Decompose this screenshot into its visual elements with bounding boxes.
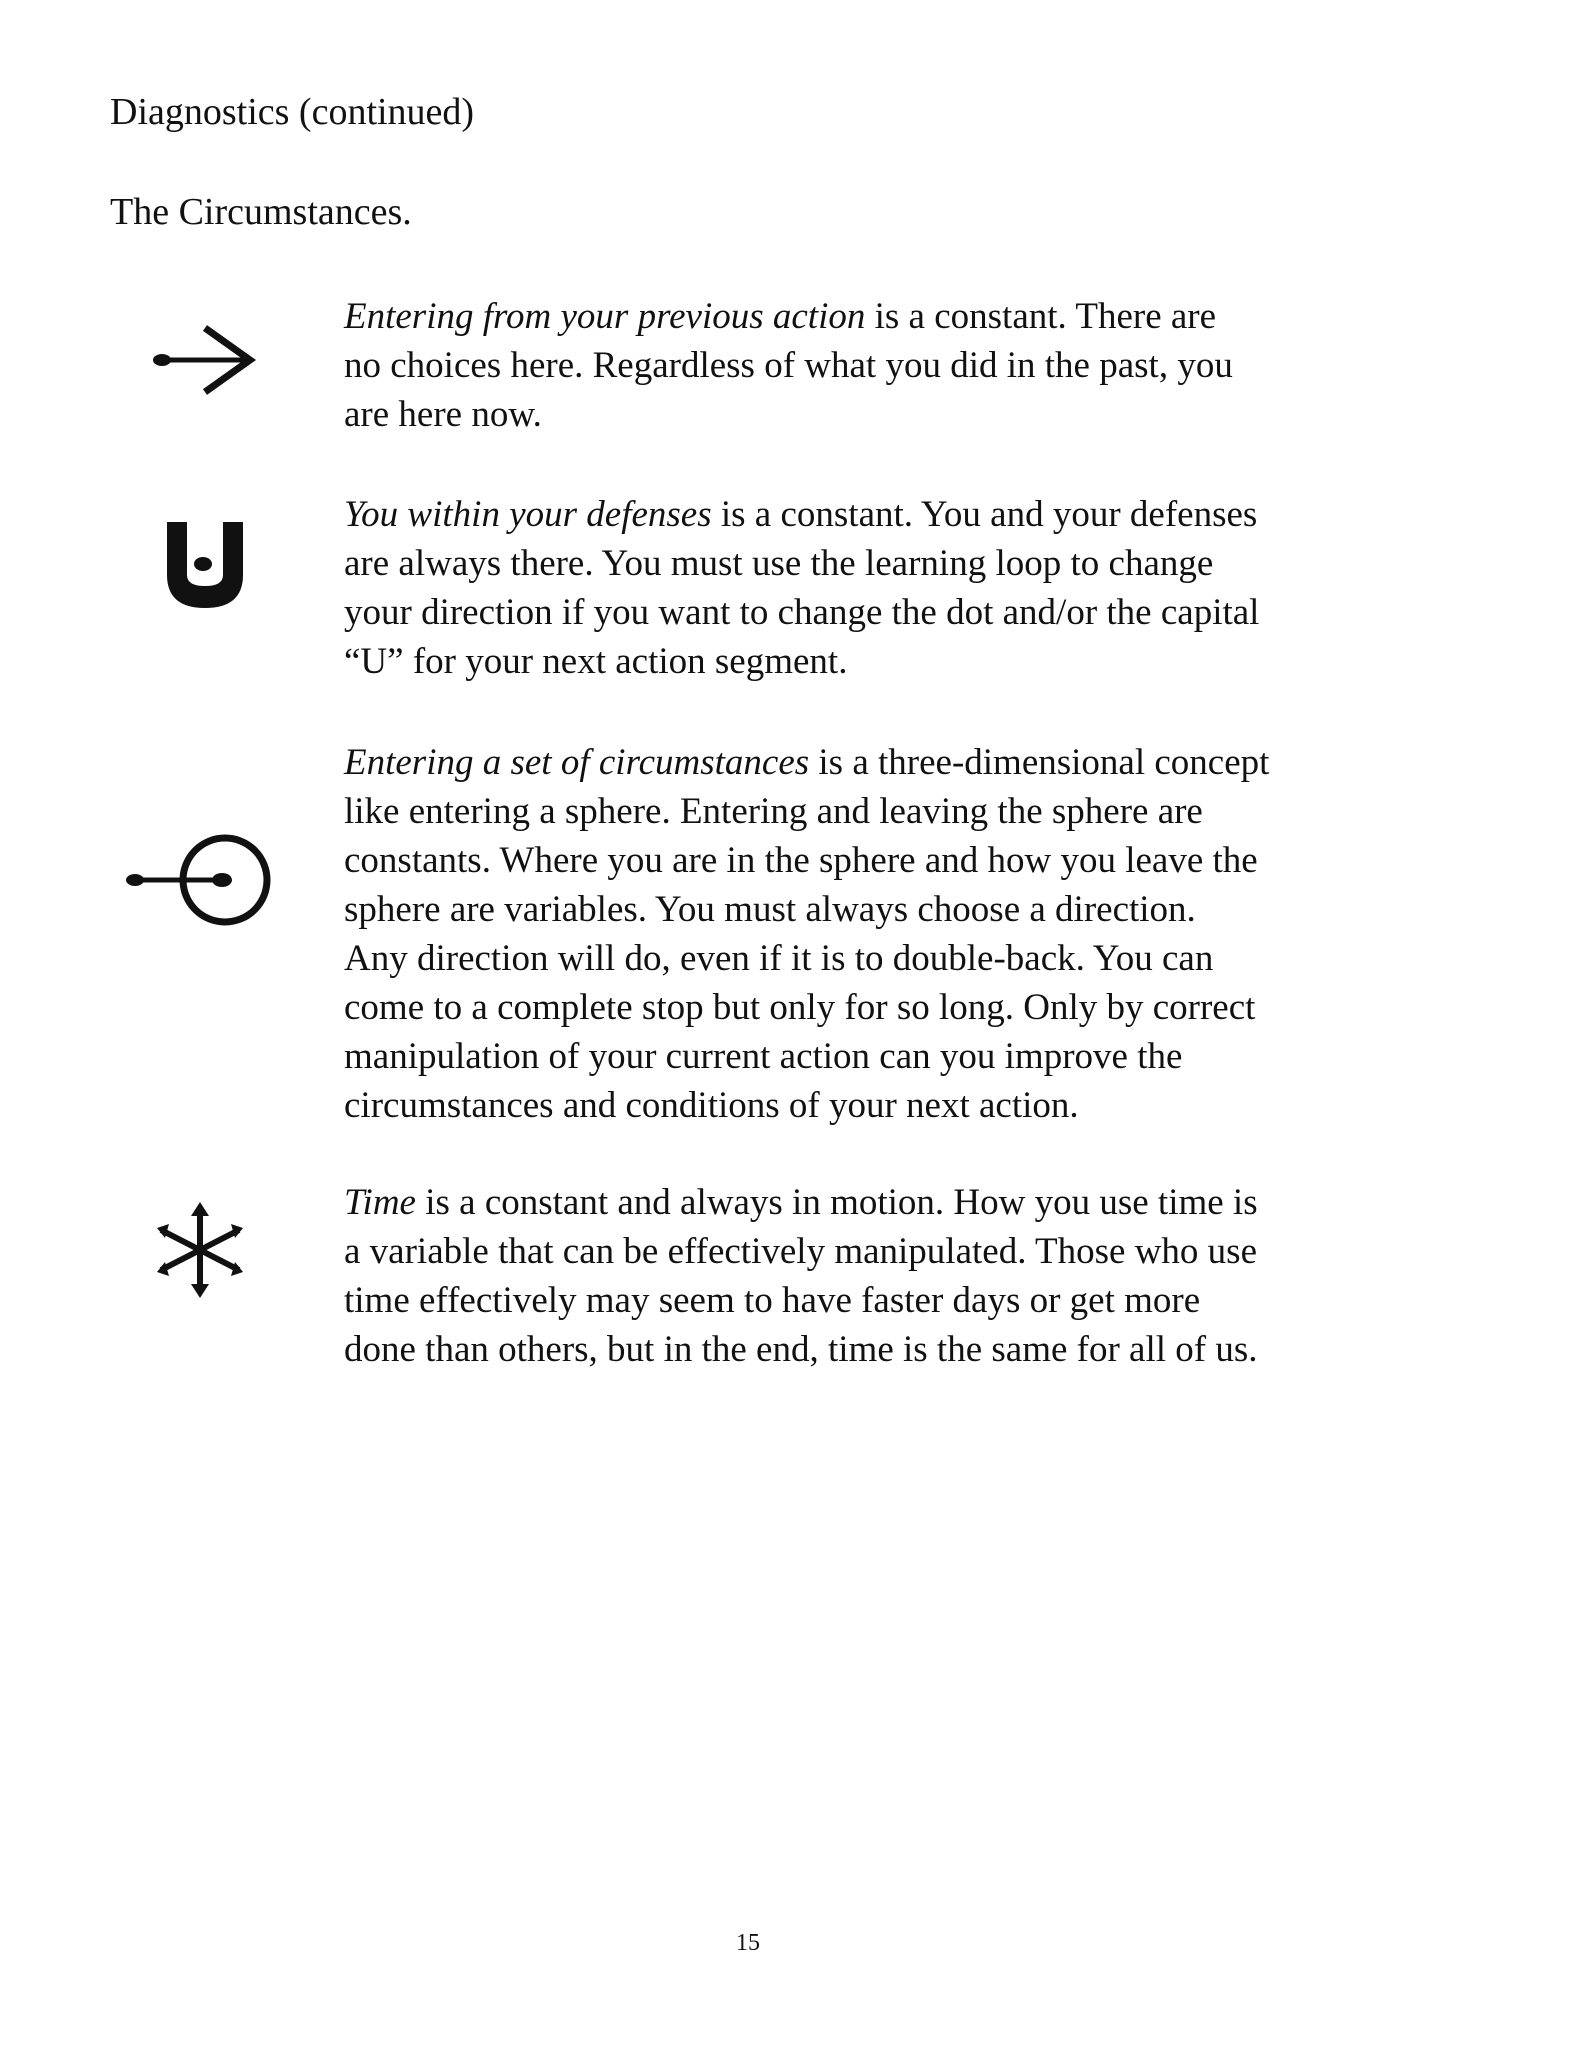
italic-lead: Entering a set of circumstances bbox=[344, 742, 810, 783]
text-line: are here now. bbox=[344, 394, 542, 435]
page-heading: Diagnostics (continued) bbox=[110, 91, 475, 133]
italic-lead: Time bbox=[344, 1182, 416, 1223]
time-asterisk-arrows-icon bbox=[155, 1200, 245, 1300]
paragraph-time bbox=[344, 1178, 1258, 1374]
text-line: a variable that can be effectively manipulated. Those who use bbox=[344, 1231, 1258, 1272]
paragraph-circumstances bbox=[344, 738, 1269, 1130]
text-line: sphere are variables. You must always choose a direction. bbox=[344, 889, 1196, 930]
text-line: done than others, but in the end, time is the same for all of us. bbox=[344, 1329, 1258, 1370]
text-line: time effectively may seem to have faster days or get more bbox=[344, 1280, 1201, 1321]
text-line: constants. Where you are in the sphere and how you leave the bbox=[344, 840, 1258, 881]
text-line: like entering a sphere. Entering and leaving the sphere are bbox=[344, 791, 1203, 832]
text-line: are always there. You must use the learning loop to change bbox=[344, 543, 1214, 584]
paragraph-previous-action bbox=[344, 292, 1233, 439]
text-line: is a three-dimensional concept bbox=[809, 742, 1270, 783]
dot-in-u-icon bbox=[165, 520, 245, 610]
italic-lead: You within your defenses bbox=[344, 494, 712, 535]
text-line: is a constant. There are bbox=[865, 296, 1217, 337]
page-number: 15 bbox=[736, 1930, 760, 1956]
text-line: is a constant and always in motion. How you use time is bbox=[415, 1182, 1258, 1223]
dot-arrow-icon bbox=[150, 320, 260, 400]
text-line: no choices here. Regardless of what you did in the past, you bbox=[344, 345, 1233, 386]
section-title: The Circumstances. bbox=[110, 191, 412, 233]
text-line: is a constant. You and your defenses bbox=[711, 494, 1258, 535]
text-line: circumstances and conditions of your next action. bbox=[344, 1085, 1079, 1126]
text-line: Any direction will do, even if it is to double-back. You can bbox=[344, 938, 1214, 979]
paragraph-defenses bbox=[344, 490, 1259, 686]
text-line: your direction if you want to change the dot and/or the capital bbox=[344, 592, 1260, 633]
text-line: “U” for your next action segment. bbox=[344, 641, 848, 682]
dot-entering-circle-icon bbox=[125, 830, 275, 930]
italic-lead: Entering from your previous action bbox=[344, 296, 866, 337]
text-line: manipulation of your current action can you improve the bbox=[344, 1036, 1183, 1077]
text-line: come to a complete stop but only for so long. Only by correct bbox=[344, 987, 1256, 1028]
